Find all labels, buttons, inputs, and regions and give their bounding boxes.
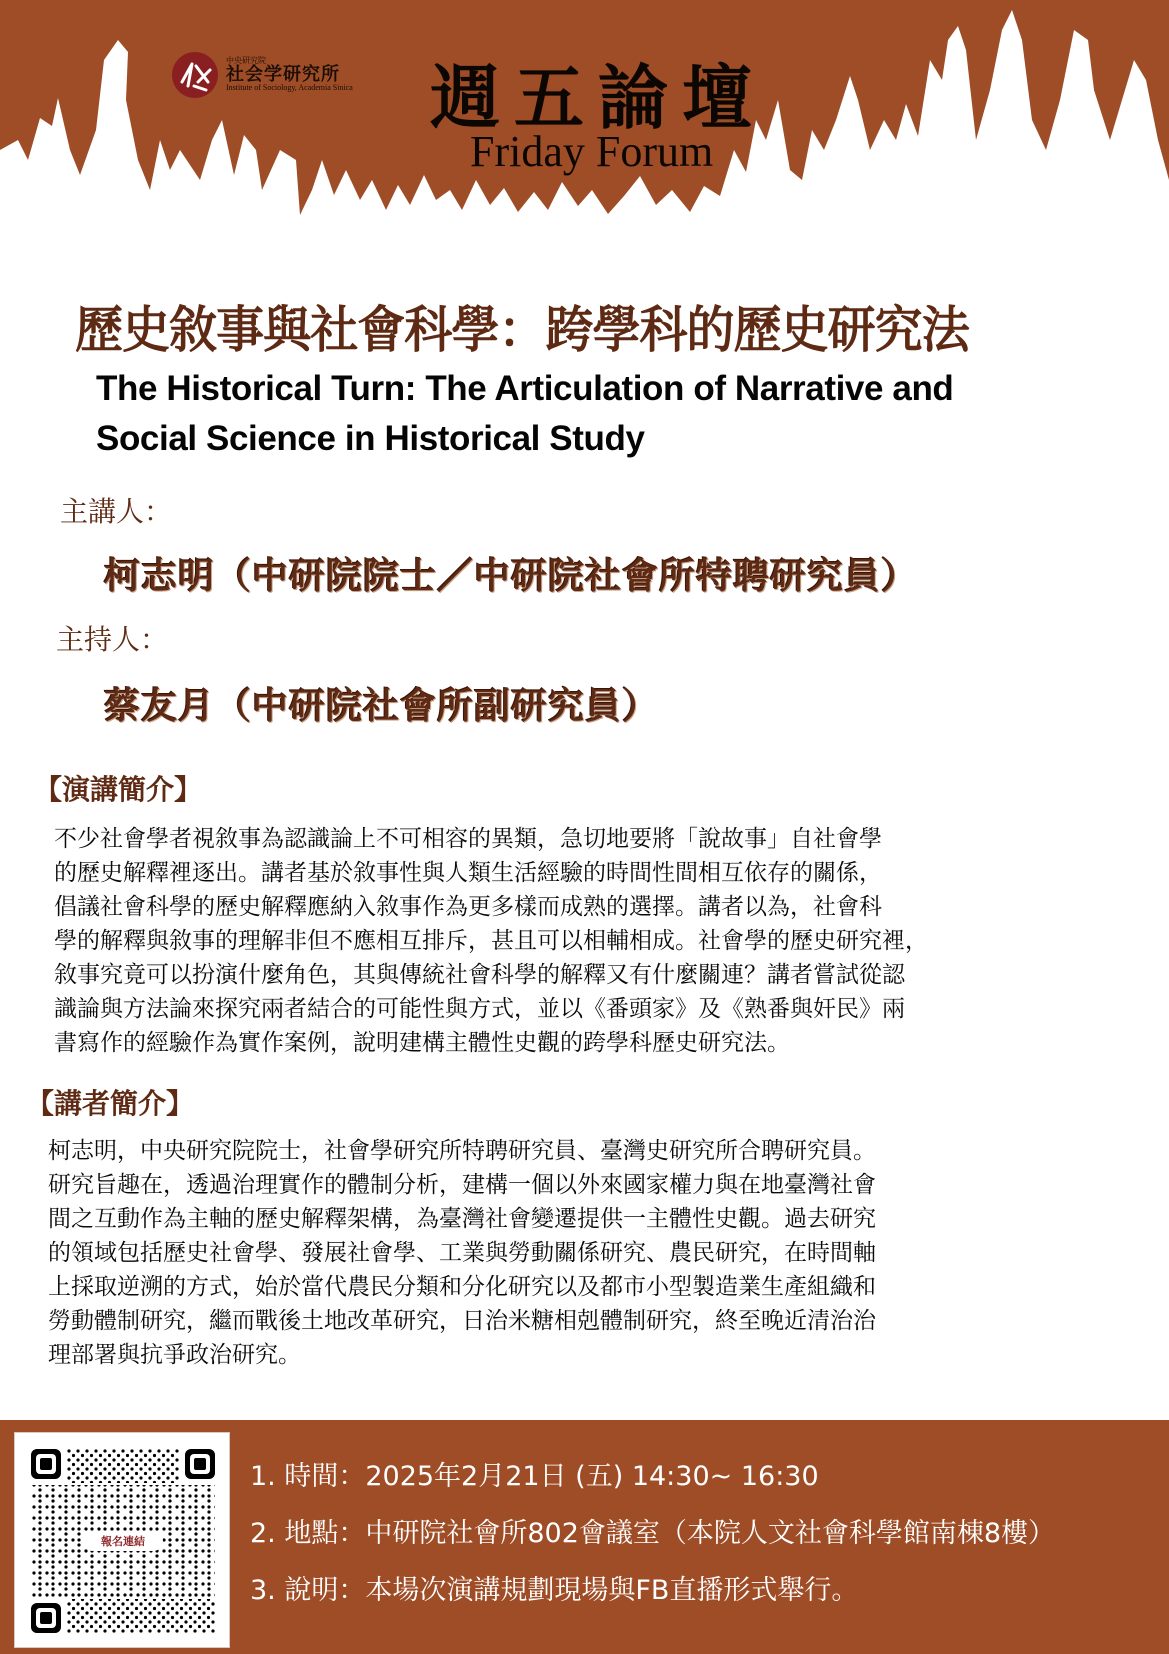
abstract-line: 倡議社會科學的歷史解釋應納入敘事作為更多樣而成熟的選擇。講者以為，社會科 — [54, 894, 882, 920]
qr-registration-label: 報名連結 — [83, 1531, 163, 1551]
registration-qr-code[interactable] — [14, 1432, 230, 1648]
speaker-name: 柯志明（中研院院士／中研院社會所特聘研究員） — [104, 556, 919, 597]
talk-title-en-line2: Social Science in Historical Study — [96, 419, 645, 458]
bio-line: 的領域包括歷史社會學、發展社會學、工業與勞動關係研究、農民研究，在時間軸 — [48, 1240, 876, 1266]
abstract-line: 識論與方法論來探究兩者結合的可能性與方式，並以《番頭家》及《熟番與奸民》兩 — [54, 996, 905, 1022]
talk-title-zh: 歷史敘事與社會科學：跨學科的歷史研究法 — [75, 301, 969, 359]
abstract-line: 學的解釋與敘事的理解非但不應相互排斥，甚且可以相輔相成。社會學的歷史研究裡， — [54, 928, 928, 954]
bio-line: 理部署與抗爭政治研究。 — [48, 1342, 301, 1368]
forum-title-zh: 週五論壇 — [430, 56, 766, 139]
event-location: 2. 地點：中研院社會所802會議室（本院人文社會科學館南棟8樓） — [250, 1518, 1056, 1549]
abstract-heading: 【演講簡介】 — [34, 773, 203, 806]
bio-line: 柯志明，中央研究院院士，社會學研究所特聘研究員、臺灣史研究所合聘研究員。 — [48, 1138, 876, 1164]
bio-paragraph — [48, 1134, 876, 1372]
logo-org-top: 中央研究院 — [226, 56, 266, 66]
talk-title-en-line1: The Historical Turn: The Articulation of Narrative and — [96, 369, 954, 408]
bio-line: 上採取逆溯的方式，始於當代農民分類和分化研究以及都市小型製造業生產組織和 — [48, 1274, 876, 1300]
event-info-footer — [0, 1420, 1169, 1654]
bio-line: 研究旨趣在，透過治理實作的體制分析，建構一個以外來國家權力與在地臺灣社會 — [48, 1172, 876, 1198]
speaker-label: 主講人： — [60, 495, 173, 528]
bio-line: 間之互動作為主軸的歷史解釋架構，為臺灣社會變遷提供一主體性史觀。過去研究 — [48, 1206, 876, 1232]
event-note: 3. 說明：本場次演講規劃現場與FB直播形式舉行。 — [250, 1575, 859, 1606]
abstract-line: 敘事究竟可以扮演什麼角色，其與傳統社會科學的解釋又有什麼關連？講者嘗試從認 — [54, 962, 905, 988]
abstract-paragraph — [54, 822, 928, 1060]
abstract-line: 的歷史解釋裡逐出。講者基於敘事性與人類生活經驗的時間性間相互依存的關係， — [54, 860, 882, 886]
header-banner — [0, 0, 1169, 262]
logo-org-en: Institute of Sociology, Academia Sinica — [226, 83, 353, 93]
moderator-name: 蔡友月（中研院社會所副研究員） — [104, 686, 660, 727]
bio-line: 勞動體制研究，繼而戰後土地改革研究，日治米糖相剋體制研究，終至晚近清治治 — [48, 1308, 876, 1334]
bio-heading: 【講者簡介】 — [26, 1087, 195, 1120]
abstract-line: 書寫作的經驗作為實作案例，說明建構主體性史觀的跨學科歷史研究法。 — [54, 1030, 790, 1056]
institute-logo — [172, 52, 353, 98]
forum-title-en: Friday Forum — [470, 127, 714, 176]
logo-org-main: 社会学研究所 — [226, 63, 340, 85]
abstract-line: 不少社會學者視敘事為認識論上不可相容的異類，急切地要將「說故事」自社會學 — [54, 826, 882, 852]
event-info-list — [250, 1448, 1055, 1619]
event-time: 1. 時間：2025年2月21日 (五) 14:30~ 16:30 — [250, 1461, 819, 1492]
moderator-label: 主持人： — [56, 623, 169, 656]
talk-title-en — [96, 364, 1106, 464]
institute-logo-icon — [172, 52, 218, 98]
